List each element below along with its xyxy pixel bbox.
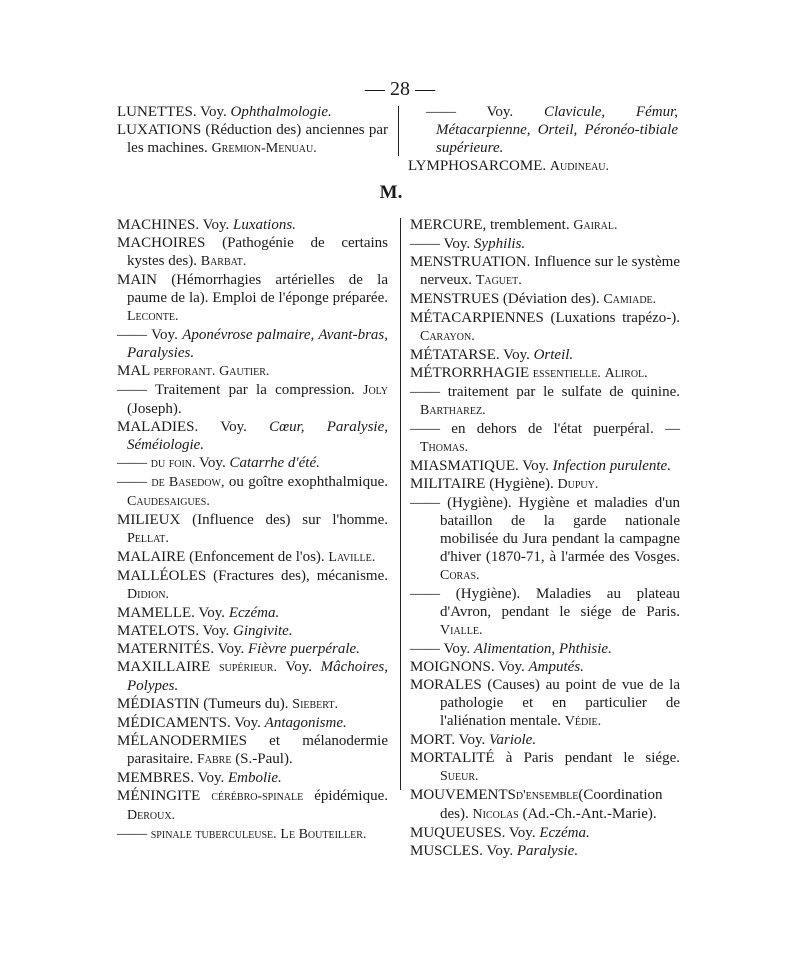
index-entry <box>410 235 680 253</box>
cross-reference: Eczéma. <box>228 605 280 621</box>
index-entry <box>117 732 388 769</box>
index-entry <box>117 567 388 604</box>
column-divider <box>400 218 401 790</box>
index-entry <box>117 769 388 787</box>
column-divider-top <box>398 106 399 156</box>
entry-subheading: cérébro-spinale <box>211 789 304 804</box>
index-entry <box>410 494 680 585</box>
cross-reference: Cœur, Paralysie, Séméiologie. <box>127 419 388 453</box>
entry-text: Voy. <box>199 455 226 471</box>
entry-heading: MEMBRES. Voy. <box>117 770 225 786</box>
entry-heading: MÉTRORRHAGIE <box>410 365 530 381</box>
author-name: Coras. <box>440 568 480 583</box>
top-right-column <box>408 103 678 176</box>
index-entry <box>117 714 388 732</box>
entry-text: traitement par le sulfate de quinine. <box>447 384 681 400</box>
author-name: Carayon. <box>420 329 475 344</box>
entry-subheading: spinale tuberculeuse. <box>150 827 277 842</box>
author-name: Deroux. <box>127 808 176 823</box>
cross-reference: Infection purulente. <box>552 458 671 474</box>
entry-text: ou goître exophthalmique. <box>228 474 389 490</box>
top-left-column <box>117 103 388 158</box>
section-letter: M. <box>379 182 403 203</box>
ditto-dash: —— <box>410 384 440 400</box>
author-name: Alirol. <box>604 366 648 381</box>
entry-heading: MATERNITÉS. Voy. <box>117 641 245 657</box>
index-entry <box>410 457 680 475</box>
author-name: Joly <box>363 383 389 398</box>
entry-text: Voy. <box>151 327 178 343</box>
entry-text: en dehors de l'état puerpéral. — <box>451 421 680 437</box>
author-firstname: (Joseph). <box>127 401 182 417</box>
author-name: Gautier. <box>219 364 270 379</box>
author-name: Sueur. <box>440 769 479 784</box>
entry-subheading: d'ensemble <box>515 788 579 803</box>
index-entry <box>410 842 680 860</box>
right-column <box>410 216 680 860</box>
entry-heading: MENSTRUATION. Influence sur le système nerveux. <box>410 254 680 288</box>
index-entry-lymphosarcome <box>408 157 678 176</box>
ditto-dash: —— <box>117 327 147 343</box>
ditto-dash: —— <box>117 474 147 490</box>
index-entry <box>410 658 680 676</box>
ditto-dash: —— <box>410 236 440 252</box>
entry-heading: MALADIES. Voy. <box>117 419 247 435</box>
entry-heading: MENSTRUES (Déviation des). <box>410 291 600 307</box>
index-entry-lunettes <box>117 103 388 121</box>
index-entry <box>410 383 680 420</box>
author-firstname: (Ad.-Ch.-Ant.-Marie). <box>522 806 657 822</box>
entry-heading: MORT. Voy. <box>410 732 486 748</box>
author-name: Barbat. <box>200 254 247 269</box>
entry-text: (Hygiène). Maladies au plateau d'Avron, pendant le siége de Paris. <box>440 586 680 620</box>
index-entry <box>410 364 680 383</box>
entry-heading: MUQUEUSES. Voy. <box>410 825 536 841</box>
index-entry-luxations <box>117 121 388 158</box>
ditto-dash: —— <box>410 641 440 657</box>
cross-reference: Antagonisme. <box>264 715 347 731</box>
entry-heading: MILITAIRE (Hygiène). <box>410 476 554 492</box>
index-entry <box>117 787 388 825</box>
ditto-dash: —— <box>410 421 440 437</box>
index-entry-luxations-voy <box>408 103 678 157</box>
entry-text: Voy. <box>443 236 471 252</box>
entry-heading: LYMPHOSARCOME. <box>408 158 547 174</box>
entry-subheading: supérieur. <box>218 660 277 675</box>
entry-subheading: de Basedow, <box>151 475 225 490</box>
author-name: Dupuy. <box>557 477 599 492</box>
entry-heading: MAXILLAIRE <box>117 659 211 675</box>
cross-reference: Aponévrose palmaire, Avant-bras, Paralysies. <box>127 327 389 361</box>
cross-reference: Embolie. <box>228 770 282 786</box>
entry-heading: MÉLANODERMIES et mélanodermie parasitaire. <box>117 733 388 767</box>
entry-heading: MÉDIASTIN (Tumeurs du). <box>117 696 289 712</box>
ditto-dash: —— <box>117 826 147 842</box>
entry-heading: MÉTACARPIENNES (Luxations trapézo-). <box>410 310 680 326</box>
index-entry <box>117 473 388 511</box>
index-entry <box>117 381 388 418</box>
author-name: Camiade. <box>603 292 657 307</box>
ditto-dash: —— <box>426 104 456 120</box>
index-entry <box>410 585 680 640</box>
author-name: Védie. <box>564 714 602 729</box>
entry-heading: LUXATIONS (Réduction des) anciennes par les machines. <box>117 122 388 156</box>
index-entry <box>117 234 388 271</box>
entry-heading: MAL <box>117 363 150 379</box>
index-entry <box>117 658 388 695</box>
author-name: Vialle. <box>440 623 483 638</box>
index-entry <box>117 418 388 454</box>
index-entry <box>117 326 388 362</box>
index-entry <box>410 640 680 658</box>
cross-reference: Catarrhe d'été. <box>229 455 320 471</box>
index-entry <box>117 548 388 567</box>
index-entry <box>117 216 388 234</box>
entry-heading: MILIEUX (Influence des) sur l'homme. <box>117 512 388 528</box>
entry-heading: MALAIRE (Enfoncement de l'os). <box>117 549 325 565</box>
index-entry <box>410 253 680 290</box>
author-name: Leconte. <box>127 309 179 324</box>
cross-reference: Variole. <box>488 732 537 748</box>
entry-heading: MORTALITÉ à Paris pendant le siége. <box>410 750 680 766</box>
author-name: Didion. <box>127 587 169 602</box>
cross-reference: Alimentation, Phthisie. <box>473 641 612 657</box>
author-name: Nicolas <box>472 807 519 822</box>
entry-heading: MOIGNONS. Voy. <box>410 659 525 675</box>
entry-subheading: perforant. <box>153 364 216 379</box>
index-entry <box>117 454 388 473</box>
entry-text: Traitement par la compression. <box>155 382 355 398</box>
entry-text: (Hygiène). Hygiène et maladies d'un bataillon de la garde nationale mobilisée du Jura pendant la campagne d'hiver (1870-71, à l'armée des Vosges. <box>440 495 680 565</box>
ditto-dash: —— <box>117 382 147 398</box>
cross-reference: Amputés. <box>528 659 584 675</box>
entry-heading: MACHOIRES (Pathogénie de certains kystes des). <box>117 235 388 269</box>
author-name: Siebert. <box>292 697 338 712</box>
index-entry <box>410 420 680 457</box>
cross-reference: Fièvre puerpérale. <box>248 641 360 657</box>
author-firstname: (S.-Paul). <box>235 751 293 767</box>
left-column <box>117 216 388 844</box>
ditto-dash: —— <box>410 495 440 511</box>
cross-reference: Luxations. <box>233 217 296 233</box>
author-name: Fabre <box>196 752 232 767</box>
author-name: Laville. <box>328 550 376 565</box>
author-name: Thomas. <box>420 440 469 455</box>
index-entry <box>410 676 680 731</box>
index-entry <box>410 731 680 749</box>
page-number: — 28 — <box>365 78 435 100</box>
index-entry <box>410 824 680 842</box>
entry-heading: MACHINES. Voy. <box>117 217 230 233</box>
index-entry <box>117 825 388 844</box>
entry-heading: MIASMATIQUE. Voy. <box>410 458 549 474</box>
entry-heading: MÉDICAMENTS. Voy. <box>117 715 261 731</box>
cross-reference: Gingivite. <box>233 623 293 639</box>
author-name: Taguet. <box>475 273 522 288</box>
entry-text: Voy. <box>443 641 471 657</box>
author-name: Gremion-Menuau. <box>211 141 317 156</box>
index-entry <box>410 475 680 494</box>
entry-heading: MALLÉOLES (Fractures des), mécanisme. <box>117 568 388 584</box>
index-entry <box>117 271 388 326</box>
ditto-dash: —— <box>117 455 147 471</box>
index-entry <box>410 346 680 364</box>
cross-reference: Paralysie. <box>516 843 579 859</box>
entry-heading: MATELOTS. Voy. <box>117 623 230 639</box>
author-name: Audineau. <box>549 159 610 174</box>
cross-reference: Eczéma. <box>539 825 590 841</box>
index-entry <box>410 290 680 309</box>
entry-subheading: essentielle. <box>532 366 601 381</box>
index-entry <box>410 786 680 824</box>
index-entry <box>117 640 388 658</box>
entry-text: épidémique. <box>314 788 388 804</box>
author-name: Gairal. <box>573 218 618 233</box>
entry-text: Voy. <box>285 659 312 675</box>
cross-reference: Clavicule, Fémur, Métacarpienne, Orteil, Péronéo-tibiale supérieure. <box>436 104 679 156</box>
author-name: Le Bouteiller. <box>280 827 367 842</box>
entry-heading: MAIN (Hémorrhagies artérielles de la paume de la). Emploi de l'éponge préparée. <box>117 272 388 306</box>
entry-heading: MAMELLE. Voy. <box>117 605 226 621</box>
cross-reference: Ophthalmologie. <box>230 104 332 120</box>
entry-heading: LUNETTES. Voy. <box>117 104 227 120</box>
cross-reference: Mâchoires, Polypes. <box>127 659 389 694</box>
entry-heading: MUSCLES. Voy. <box>410 843 514 859</box>
index-entry <box>410 749 680 786</box>
index-entry <box>410 309 680 346</box>
index-entry <box>117 511 388 548</box>
index-entry <box>117 695 388 714</box>
index-entry <box>117 604 388 622</box>
entry-text: (Coordination des). <box>440 787 663 822</box>
entry-heading: MERCURE, tremblement. <box>410 217 570 233</box>
entry-heading: MÉTATARSE. Voy. <box>410 347 530 363</box>
index-entry <box>117 622 388 640</box>
entry-heading: MORALES (Causes) au point de vue de la pathologie et en particulier de l'aliénation mentale. <box>410 677 680 729</box>
cross-reference: Orteil. <box>533 347 574 363</box>
entry-text: Voy. <box>486 104 514 120</box>
entry-subheading: du foin. <box>150 456 196 471</box>
entry-heading: MOUVEMENTS <box>410 787 516 803</box>
entry-heading: MÉNINGITE <box>117 788 201 804</box>
author-name: Bartharez. <box>420 403 486 418</box>
index-entry <box>410 216 680 235</box>
author-name: Caudesaigues. <box>127 494 210 509</box>
ditto-dash: —— <box>410 586 440 602</box>
cross-reference: Syphilis. <box>473 236 526 252</box>
author-name: Pellat. <box>127 531 169 546</box>
index-entry <box>117 362 388 381</box>
